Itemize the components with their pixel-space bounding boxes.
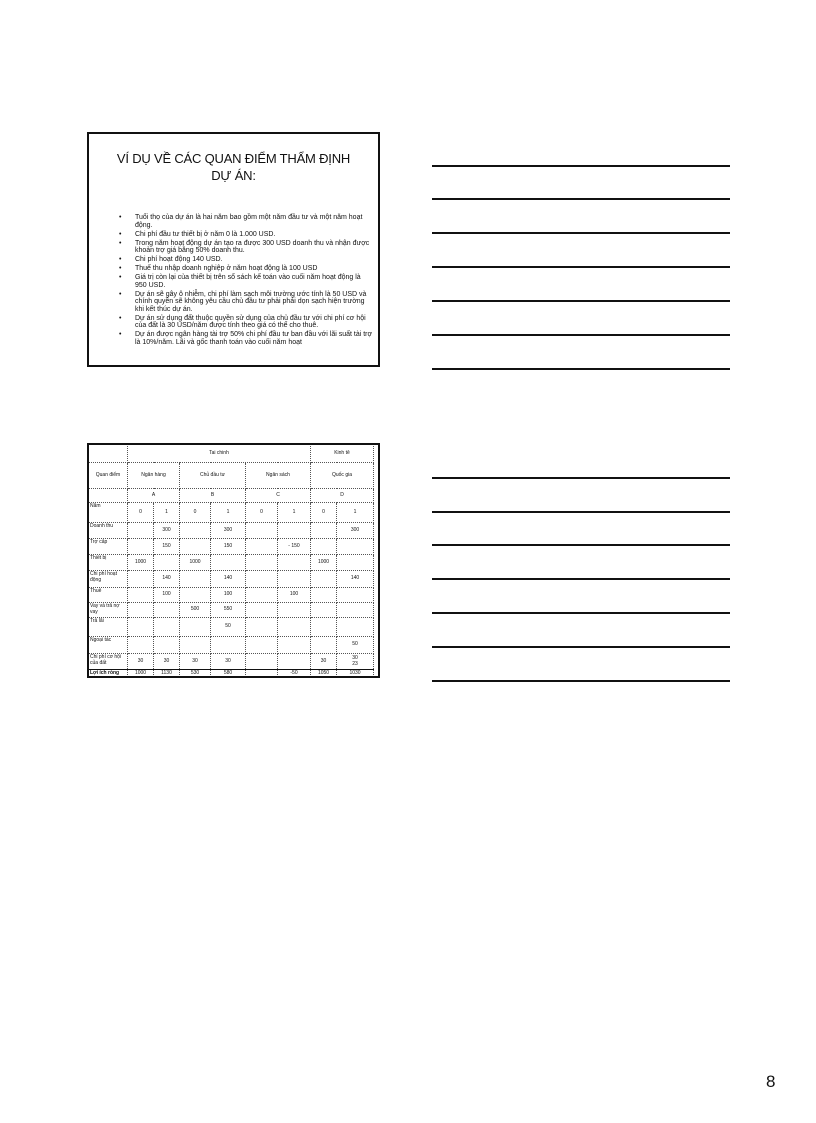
table-row (89, 603, 374, 618)
table-cell (337, 539, 374, 555)
header-perspective: Quốc gia (311, 463, 374, 489)
note-line (432, 334, 730, 336)
row-label: Vay và trả nợ vay (89, 603, 128, 618)
table-cell: 300 (154, 523, 180, 539)
slide-1-bullet-list (119, 214, 374, 348)
row-label: Trả lãi (89, 618, 128, 637)
table-cell: 530 (180, 670, 211, 679)
blank-cell (89, 489, 128, 503)
header-economic: Kinh tê (311, 445, 374, 463)
table-cell (211, 637, 246, 654)
table-cell: 1 (278, 503, 311, 523)
table-cell (246, 637, 278, 654)
table-cell: 140 (154, 571, 180, 588)
table-cell (128, 637, 154, 654)
table-cell (278, 618, 311, 637)
note-line (432, 578, 730, 580)
table-cell: 0 (246, 503, 278, 523)
table-cell (128, 523, 154, 539)
note-line (432, 544, 730, 546)
table-cell: 150 (154, 539, 180, 555)
slide-2 (87, 443, 380, 678)
table-cell (128, 539, 154, 555)
slide-1-title (89, 150, 378, 184)
table-cell (180, 539, 211, 555)
table-row (89, 670, 374, 679)
table-cell: 30 (311, 654, 337, 670)
note-line (432, 198, 730, 200)
table-cell (311, 571, 337, 588)
table-cell (246, 603, 278, 618)
header-letter: B (180, 489, 246, 503)
table-cell (128, 603, 154, 618)
table-cell: 1000 (180, 555, 211, 571)
table-cell (246, 654, 278, 670)
table-cell (337, 603, 374, 618)
table-cell: 300 (211, 523, 246, 539)
table-cell: 0 (180, 503, 211, 523)
table-cell: 1 (154, 503, 180, 523)
slide-1-title-line-2: DỰ ÁN: (211, 168, 256, 183)
table-cell (337, 588, 374, 603)
table-cell: 550 (211, 603, 246, 618)
table-cell: 0 (311, 503, 337, 523)
table-cell: 580 (211, 670, 246, 679)
bullet-item: • Thuế thu nhập doanh nghiệp ở năm hoạt động là 100 USD (119, 265, 374, 273)
row-label: Chi phí hoạt động (89, 571, 128, 588)
row-label: Ngoại tác (89, 637, 128, 654)
table-row (89, 654, 374, 670)
note-line (432, 232, 730, 234)
table-cell: 150 (211, 539, 246, 555)
table-cell (180, 618, 211, 637)
table-corner-cell (89, 445, 128, 463)
table-cell: 0 (128, 503, 154, 523)
table-cell (128, 588, 154, 603)
row-label: Thuế (89, 588, 128, 603)
table-cell: 1050 (311, 670, 337, 679)
header-financial: Tai chinh (128, 445, 311, 463)
table-cell (246, 539, 278, 555)
note-line (432, 477, 730, 479)
table-cell (180, 523, 211, 539)
table-cell (211, 555, 246, 571)
table-cell (311, 603, 337, 618)
table-row (89, 588, 374, 603)
note-line (432, 646, 730, 648)
table-cell (278, 523, 311, 539)
row-label: Năm (89, 503, 128, 523)
bullet-item: • Dự án sẽ gây ô nhiễm, chi phí làm sạch môi trường ước tính là 50 USD và chính quyền sẽ không yêu cầu chủ đầu tư phải phải dọn sạch hiện trường khi kết thúc dự án. (119, 291, 374, 314)
table-cell: 50 (211, 618, 246, 637)
bullet-item: • Dự án được ngân hàng tài trợ 50% chi phí đầu tư ban đầu với lãi suất tài trợ là 10%/năm. Lãi và gốc thanh toán vào cuối năm hoạt (119, 331, 374, 346)
table-cell: 50 (337, 637, 374, 654)
table-row (89, 618, 374, 637)
page-number: 8 (766, 1072, 776, 1091)
table-cell: 30 23 (337, 654, 374, 670)
note-line (432, 266, 730, 268)
note-line (432, 680, 730, 682)
table-cell (246, 588, 278, 603)
table-cell: 500 (180, 603, 211, 618)
table-row (89, 637, 374, 654)
table-cell: 1030 (337, 670, 374, 679)
row-label: Lợi ích ròng (89, 670, 128, 679)
table-cell: 1130 (154, 670, 180, 679)
note-line (432, 165, 730, 167)
table-cell (337, 618, 374, 637)
table-cell: 1 (337, 503, 374, 523)
table-cell (128, 571, 154, 588)
table-cell: - 150 (278, 539, 311, 555)
note-line (432, 300, 730, 302)
header-letter: A (128, 489, 180, 503)
table-cell (278, 654, 311, 670)
table-cell: 1000 (128, 555, 154, 571)
table-cell (246, 523, 278, 539)
table-cell (154, 603, 180, 618)
table-cell (180, 588, 211, 603)
table-cell (278, 603, 311, 618)
table-cell (246, 618, 278, 637)
row-label: Doanh thu (89, 523, 128, 539)
header-letter: D (311, 489, 374, 503)
table-row (89, 503, 374, 523)
table-cell (278, 571, 311, 588)
table-cell (180, 571, 211, 588)
table-cell: 100 (154, 588, 180, 603)
table-cell (154, 555, 180, 571)
table-cell: 140 (211, 571, 246, 588)
row-label: Chi phí cơ hội của đất (89, 654, 128, 670)
table-cell: 1000 (311, 555, 337, 571)
bullet-item: • Tuổi thọ của dự án là hai năm bao gồm một năm đầu tư và một năm hoạt động. (119, 214, 374, 229)
table-cell (128, 618, 154, 637)
table-cell (278, 637, 311, 654)
table-cell (311, 588, 337, 603)
header-perspective: Ngân sách (246, 463, 311, 489)
slide-1-title-line-1: VÍ DỤ VỀ CÁC QUAN ĐIỂM THẨM ĐỊNH (116, 151, 351, 166)
table-cell: 300 (337, 523, 374, 539)
table-cell (311, 539, 337, 555)
table-cell (246, 670, 278, 679)
table-row (89, 539, 374, 555)
table-cell (246, 555, 278, 571)
table-cell (246, 571, 278, 588)
table-cell (154, 618, 180, 637)
header-letter: C (246, 489, 311, 503)
table-cell: 100 (211, 588, 246, 603)
bullet-item: • Trong năm hoạt động dự án tạo ra được 300 USD doanh thu và nhận được khoản trợ giá bằng 50% doanh thu. (119, 240, 374, 255)
row-label: Trợ cấp (89, 539, 128, 555)
table-row (89, 523, 374, 539)
bullet-item: • Chi phí hoạt động 140 USD. (119, 256, 374, 264)
table-cell: 30 (211, 654, 246, 670)
bullet-item: • Giá trị còn lại của thiết bị trên sổ sách kế toán vào cuối năm hoạt động là 950 USD. (119, 274, 374, 289)
table-cell (311, 523, 337, 539)
slide-1 (87, 132, 380, 367)
table-body (89, 503, 374, 679)
header-quan-diem: Quan điểm (89, 463, 128, 489)
header-perspective: Ngân hàng (128, 463, 180, 489)
bullet-item: • Chi phí đầu tư thiết bị ở năm 0 là 1.000 USD. (119, 231, 374, 239)
header-perspective: Chủ đầu tư (180, 463, 246, 489)
row-label: Thiết bị (89, 555, 128, 571)
table-cell: -50 (278, 670, 311, 679)
table-cell (337, 555, 374, 571)
table-row (89, 571, 374, 588)
bullet-item: • Dự án sử dụng đất thuộc quyền sử dụng của chủ đầu tư với chi phí cơ hội của đất là 30 USD/năm được tính theo giá có thể cho thuê. (119, 315, 374, 330)
table-cell: 100 (278, 588, 311, 603)
table-cell: 1 (211, 503, 246, 523)
note-line (432, 612, 730, 614)
table-cell: 1000 (128, 670, 154, 679)
table-cell (311, 637, 337, 654)
table-cell: 30 (128, 654, 154, 670)
table-cell (180, 637, 211, 654)
table-cell (154, 637, 180, 654)
table-cell (311, 618, 337, 637)
table-cell: 30 (154, 654, 180, 670)
table-cell (278, 555, 311, 571)
perspectives-table (88, 444, 374, 678)
table-row (89, 555, 374, 571)
table-cell: 30 (180, 654, 211, 670)
note-line (432, 368, 730, 370)
note-line (432, 511, 730, 513)
table-cell: 140 (337, 571, 374, 588)
